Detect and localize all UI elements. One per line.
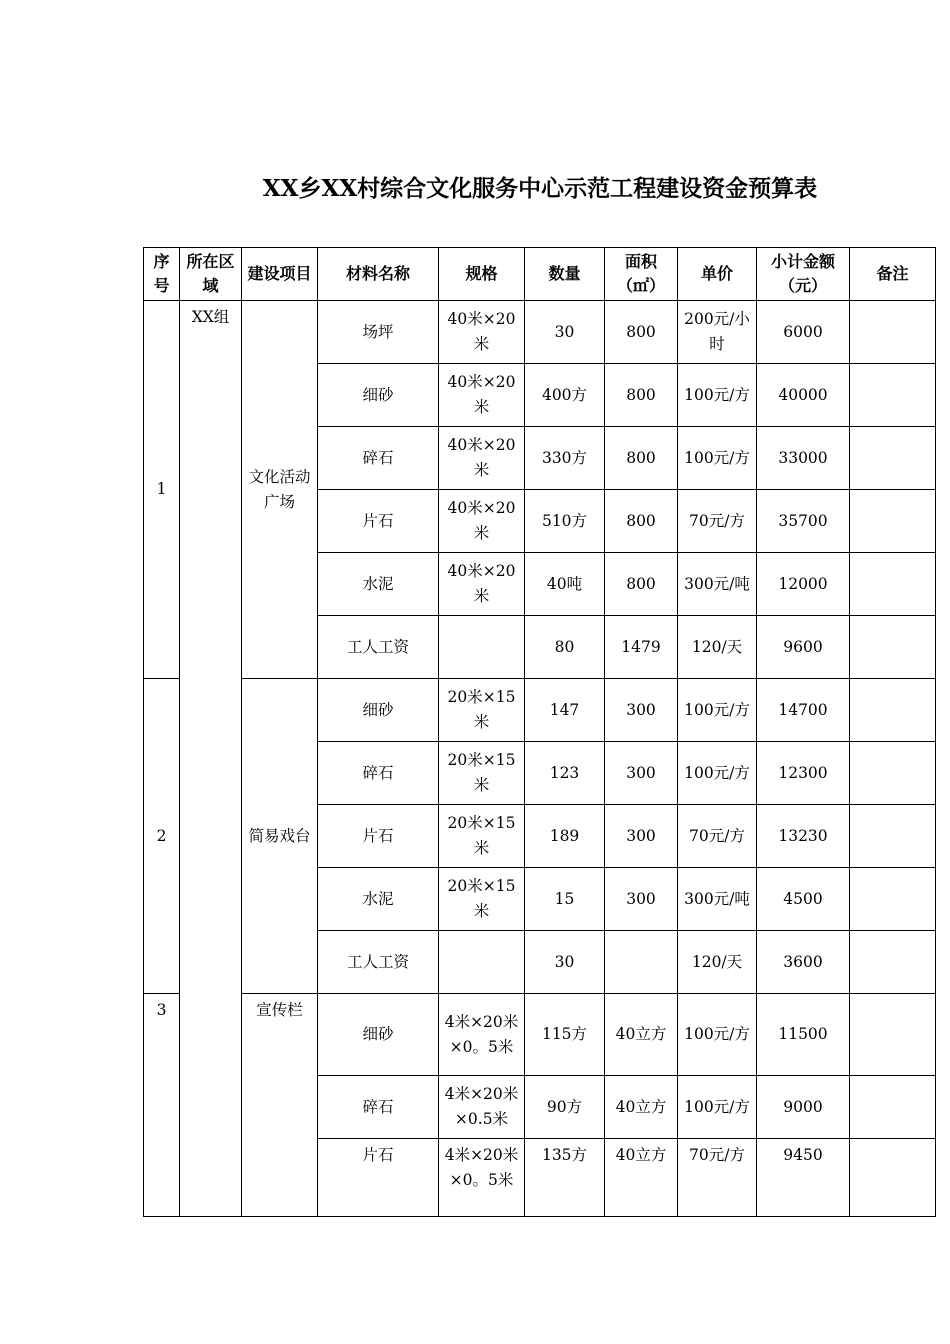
remark-cell	[850, 679, 936, 742]
material-cell: 水泥	[318, 553, 439, 616]
area-cell: 1479	[605, 616, 678, 679]
project-cell: 简易戏台	[242, 679, 318, 994]
spec-cell	[439, 616, 525, 679]
unit-price-cell: 100元/方	[678, 679, 757, 742]
header-material: 材料名称	[318, 248, 439, 301]
material-cell: 片石	[318, 1139, 439, 1217]
remark-cell	[850, 868, 936, 931]
material-cell: 水泥	[318, 868, 439, 931]
header-subtotal: 小计金额（元）	[757, 248, 850, 301]
header-seq: 序号	[144, 248, 180, 301]
header-project: 建设项目	[242, 248, 318, 301]
material-cell: 细砂	[318, 994, 439, 1076]
spec-cell: 20米×15米	[439, 742, 525, 805]
header-area: 面积（㎡）	[605, 248, 678, 301]
unit-price-cell: 120/天	[678, 616, 757, 679]
spec-cell: 40米×20米	[439, 427, 525, 490]
qty-cell: 400方	[525, 364, 605, 427]
area-cell: 800	[605, 427, 678, 490]
qty-cell: 510方	[525, 490, 605, 553]
remark-cell	[850, 931, 936, 994]
document-title: XX乡XX村综合文化服务中心示范工程建设资金预算表	[262, 175, 818, 202]
unit-price-cell: 120/天	[678, 931, 757, 994]
project-cell: 文化活动广场	[242, 301, 318, 679]
subtotal-cell: 14700	[757, 679, 850, 742]
seq-cell: 2	[144, 679, 180, 994]
unit-price-cell: 200元/小时	[678, 301, 757, 364]
header-spec: 规格	[439, 248, 525, 301]
subtotal-cell: 33000	[757, 427, 850, 490]
qty-cell: 135方	[525, 1139, 605, 1217]
remark-cell	[850, 301, 936, 364]
subtotal-cell: 3600	[757, 931, 850, 994]
subtotal-cell: 13230	[757, 805, 850, 868]
spec-cell: 4米×20米×0。5米	[439, 1139, 525, 1217]
project-cell: 宣传栏	[242, 994, 318, 1217]
seq-cell: 3	[144, 994, 180, 1217]
spec-cell: 20米×15米	[439, 805, 525, 868]
qty-cell: 80	[525, 616, 605, 679]
budget-table	[143, 247, 936, 1217]
unit-price-cell: 70元/方	[678, 1139, 757, 1217]
qty-cell: 147	[525, 679, 605, 742]
qty-cell: 90方	[525, 1076, 605, 1139]
table-row	[144, 679, 936, 742]
spec-cell	[439, 931, 525, 994]
material-cell: 细砂	[318, 679, 439, 742]
area-cell: 800	[605, 301, 678, 364]
material-cell: 工人工资	[318, 931, 439, 994]
qty-cell: 15	[525, 868, 605, 931]
remark-cell	[850, 616, 936, 679]
remark-cell	[850, 1076, 936, 1139]
area-cell: 800	[605, 364, 678, 427]
qty-cell: 330方	[525, 427, 605, 490]
unit-price-cell: 300元/吨	[678, 553, 757, 616]
qty-cell: 30	[525, 931, 605, 994]
unit-price-cell: 100元/方	[678, 742, 757, 805]
subtotal-cell: 9000	[757, 1076, 850, 1139]
spec-cell: 4米×20米×0.5米	[439, 1076, 525, 1139]
spec-cell: 40米×20米	[439, 553, 525, 616]
subtotal-cell: 11500	[757, 994, 850, 1076]
area-cell: 300	[605, 679, 678, 742]
unit-price-cell: 70元/方	[678, 805, 757, 868]
subtotal-cell: 12300	[757, 742, 850, 805]
unit-price-cell: 100元/方	[678, 427, 757, 490]
material-cell: 碎石	[318, 427, 439, 490]
subtotal-cell: 12000	[757, 553, 850, 616]
seq-cell: 1	[144, 301, 180, 679]
spec-cell: 40米×20米	[439, 301, 525, 364]
remark-cell	[850, 553, 936, 616]
remark-cell	[850, 994, 936, 1076]
area-cell: 300	[605, 868, 678, 931]
qty-cell: 40吨	[525, 553, 605, 616]
header-remark: 备注	[850, 248, 936, 301]
remark-cell	[850, 805, 936, 868]
subtotal-cell: 40000	[757, 364, 850, 427]
area-cell: 40立方	[605, 1139, 678, 1217]
area-cell: 40立方	[605, 994, 678, 1076]
table-row	[144, 994, 936, 1076]
area-cell: 800	[605, 553, 678, 616]
qty-cell: 123	[525, 742, 605, 805]
remark-cell	[850, 1139, 936, 1217]
remark-cell	[850, 490, 936, 553]
unit-price-cell: 70元/方	[678, 490, 757, 553]
unit-price-cell: 100元/方	[678, 994, 757, 1076]
material-cell: 工人工资	[318, 616, 439, 679]
qty-cell: 115方	[525, 994, 605, 1076]
area-cell: 40立方	[605, 1076, 678, 1139]
material-cell: 场坪	[318, 301, 439, 364]
spec-cell: 20米×15米	[439, 679, 525, 742]
region-cell: XX组	[180, 301, 242, 1217]
qty-cell: 30	[525, 301, 605, 364]
qty-cell: 189	[525, 805, 605, 868]
remark-cell	[850, 364, 936, 427]
material-cell: 细砂	[318, 364, 439, 427]
unit-price-cell: 100元/方	[678, 364, 757, 427]
material-cell: 片石	[318, 805, 439, 868]
subtotal-cell: 6000	[757, 301, 850, 364]
header-region: 所在区域	[180, 248, 242, 301]
material-cell: 片石	[318, 490, 439, 553]
subtotal-cell: 4500	[757, 868, 850, 931]
spec-cell: 40米×20米	[439, 490, 525, 553]
material-cell: 碎石	[318, 742, 439, 805]
area-cell: 300	[605, 805, 678, 868]
area-cell	[605, 931, 678, 994]
spec-cell: 20米×15米	[439, 868, 525, 931]
header-row	[144, 248, 936, 301]
subtotal-cell: 35700	[757, 490, 850, 553]
unit-price-cell: 100元/方	[678, 1076, 757, 1139]
unit-price-cell: 300元/吨	[678, 868, 757, 931]
area-cell: 300	[605, 742, 678, 805]
area-cell: 800	[605, 490, 678, 553]
remark-cell	[850, 742, 936, 805]
header-qty: 数量	[525, 248, 605, 301]
table-row	[144, 301, 936, 364]
material-cell: 碎石	[318, 1076, 439, 1139]
subtotal-cell: 9450	[757, 1139, 850, 1217]
header-unit-price: 单价	[678, 248, 757, 301]
table-body	[144, 301, 936, 1217]
subtotal-cell: 9600	[757, 616, 850, 679]
spec-cell: 40米×20米	[439, 364, 525, 427]
remark-cell	[850, 427, 936, 490]
spec-cell: 4米×20米×0。5米	[439, 994, 525, 1076]
